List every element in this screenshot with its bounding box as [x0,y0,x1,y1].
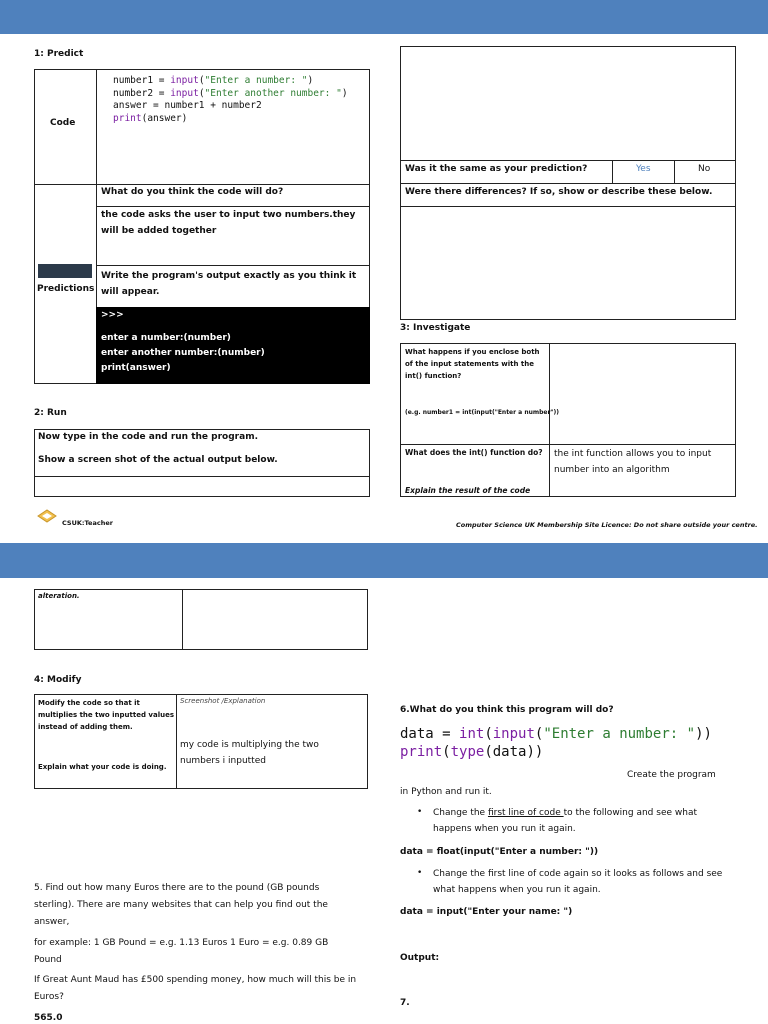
investigate-q2: What does the int() function do? [405,448,543,457]
q6-bullet-2: Change the first line of code again so it looks as follows and see what happens when you run it again. [433,869,723,895]
output-line-2: enter another number:(number) [101,348,265,358]
q7-label: 7. [400,998,410,1008]
q6-title: 6.What do you think this program will do? [400,705,614,715]
predict-q2: Write the program's output exactly as you think it will appear. [101,271,357,297]
q6-create: Create the program [627,770,716,780]
yes-option[interactable]: Yes [636,164,651,174]
euros-p3: If Great Aunt Maud has £500 spending money, how much will this be in Euros? [34,975,357,1002]
run-line-1: Now type in the code and run the program. [38,432,258,442]
q6-in-python: in Python and run it. [400,787,492,797]
investigate-q3: Explain the result of the code [405,486,531,495]
modify-question: Modify the code so that it multiplies the two inputted values instead of adding them. [38,699,175,731]
investigate-a2: the int function allows you to input number into an algorithm [554,449,712,475]
euros-p1: 5. Find out how many Euros there are to the pound (GB pounds sterling). There are many websites that can help you find out the answer, [34,883,328,927]
modify-answer: my code is multiplying the two numbers i inputted [180,740,319,766]
bullet-1-icon: • [417,807,423,817]
modify-header: Screenshot /Explanation [180,697,266,705]
q6-code-2: data = float(input("Enter a number: ")) [400,847,599,857]
differences-question: Were there differences? If so, show or describe these below. [405,187,713,197]
output-line-3: print(answer) [101,363,171,373]
predicted-output-box [96,307,370,384]
q6-bullet-1: Change the first line of code to the following and see what happens when you run it again. [433,808,697,834]
page-break-band [0,543,768,578]
q6-output-label: Output: [400,953,440,963]
predict-q1: What do you think the code will do? [101,187,284,197]
code-snippet: number1 = input("Enter a number: ") number2 = input("Enter another number: ") answer = number1 + number2 print(answer) [113,75,348,124]
csuk-logo-icon [36,508,58,524]
euros-p2: for example: 1 GB Pound = e.g. 1.13 Euros 1 Euro = e.g. 0.89 GB Pound [34,938,329,965]
q6-code: data = int(input("Enter a number: ")) print(type(data)) [400,726,712,760]
code-label: Code [50,118,76,128]
section-modify-title: 4: Modify [34,675,82,685]
investigate-q1: What happens if you enclose both of the input statements with the int() function? [405,348,540,380]
q6-code-3: data = input("Enter your name: ") [400,907,573,917]
section-run-title: 2: Run [34,408,67,418]
predictions-thumbnail [38,264,92,278]
euros-answer: 565.0 [34,1013,63,1023]
predictions-label: Predictions [37,284,95,294]
section-investigate-title: 3: Investigate [400,323,471,333]
predict-a1: the code asks the user to input two numbers.they will be added together [101,210,356,236]
run-line-2: Show a screen shot of the actual output below. [38,455,278,465]
header-band [0,0,768,34]
no-option[interactable]: No [698,164,711,174]
footer-licence: Computer Science UK Membership Site Licence: Do not share outside your centre. [456,521,758,529]
alteration-label: alteration. [38,592,80,600]
section-predict-title: 1: Predict [34,49,84,59]
alteration-table [34,589,368,650]
footer-logo-text: CSUK:Teacher [62,519,113,527]
modify-explain: Explain what your code is doing. [38,763,167,771]
same-question: Was it the same as your prediction? [405,164,588,174]
output-line-1: enter a number:(number) [101,333,231,343]
bullet-2-icon: • [417,868,423,878]
output-prompt: >>> [101,310,124,320]
investigate-q1-example: (e.g. number1 = int(input("Enter a number")) [405,409,560,416]
